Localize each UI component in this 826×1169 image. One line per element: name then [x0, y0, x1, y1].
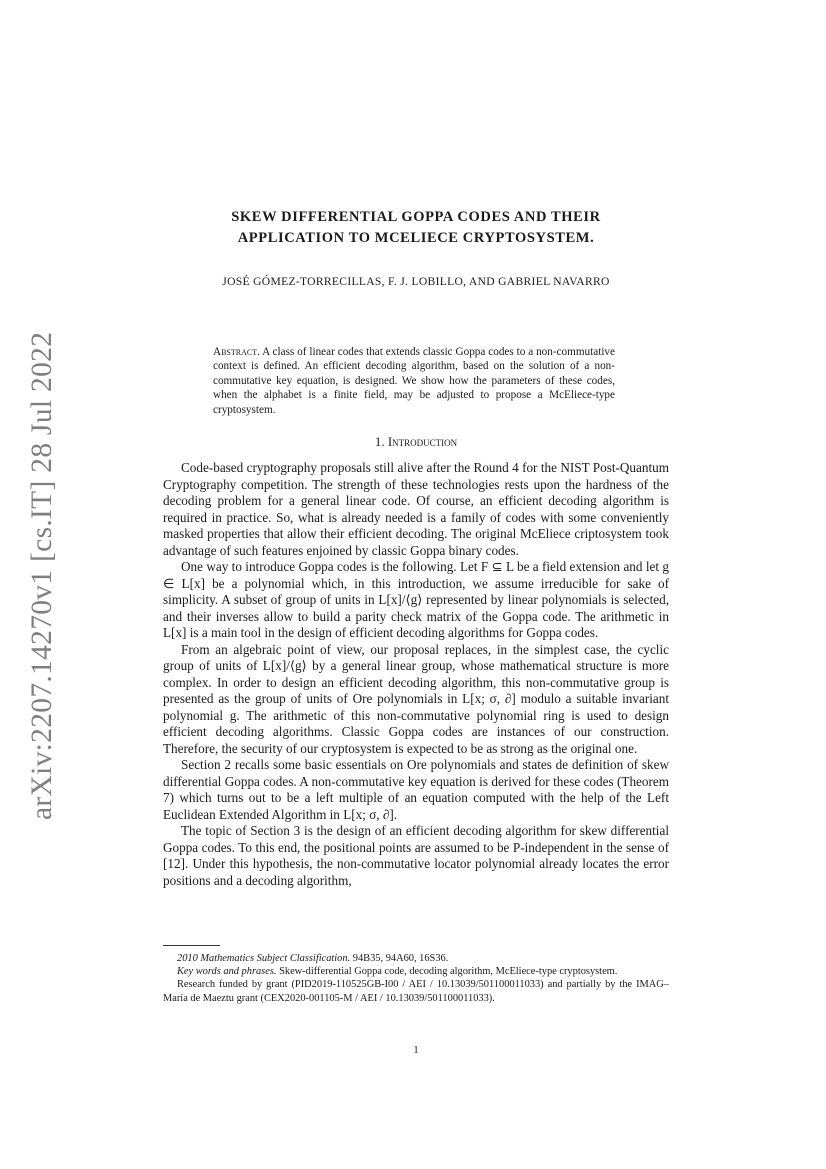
- paragraph: Code-based cryptography proposals still alive after the Round 4 for the NIST Post-Quantum Cryptography competition. The strength of these technologies rests upon the hardness of the decoding problem for a general linear code. Of course, an efficient decoding algorithm is required in practice. So, what is already needed is a family of codes with some conveniently masked properties that allow their efficient decoding. The original McEliece criptosystem took advantage of such features enjoined by classic Goppa binary codes.: [163, 460, 669, 558]
- paper-title: [163, 207, 669, 249]
- footnotes: [163, 952, 669, 1005]
- paragraph: The topic of Section 3 is the design of an efficient decoding algorithm for skew differential Goppa codes. To this end, the positional points are assumed to be P-independent in the sense of [12]. Under this hypothesis, the non-commutative locator polynomial already locates the error positions and a decoding algorithm,: [163, 823, 669, 888]
- paragraph: From an algebraic point of view, our proposal replaces, in the simplest case, the cyclic group of units of L[x]/⟨g⟩ by a general linear group, whose mathematical structure is more complex. In order to design an efficient decoding algorithm, this non-commutative group is presented as the group of units of Ore polynomials in L[x; σ, ∂] modulo a suitable invariant polynomial g. The arithmetic of this non-commutative polynomial ring is used to design efficient decoding algorithms. Classic Goppa codes are instances of our construction. Therefore, the security of our cryptosystem is expected to be as strong as the original one.: [163, 641, 669, 756]
- author-list: JOSÉ GÓMEZ-TORRECILLAS, F. J. LOBILLO, AND GABRIEL NAVARRO: [222, 275, 610, 288]
- arxiv-identifier-stamp: arXiv:2207.14270v1 [cs.IT] 28 Jul 2022: [26, 331, 58, 820]
- abstract-label: Abstract.: [213, 346, 260, 358]
- keywords-text: Skew-differential Goppa code, decoding algorithm, McEliece-type cryptosystem.: [279, 966, 618, 978]
- title-line-2: APPLICATION TO MCELIECE CRYPTOSYSTEM.: [237, 230, 595, 246]
- title-line-1: SKEW DIFFERENTIAL GOPPA CODES AND THEIR: [231, 209, 601, 225]
- paragraph: One way to introduce Goppa codes is the following. Let F ⊆ L be a field extension and let g ∈ L[x] be a polynomial which, in this introduction, we assume irreducible for sake of simplicity. A subset of group of units in L[x]/⟨g⟩ represented by linear polynomials is selected, and their inverses allow to build a parity check matrix of the Goppa code. The arithmetic in L[x] is a main tool in the design of efficient decoding algorithms for Goppa codes.: [163, 559, 669, 640]
- abstract: [213, 345, 615, 417]
- footnote-rule: [163, 945, 220, 946]
- keywords-label: Key words and phrases.: [177, 966, 277, 978]
- abstract-text: A class of linear codes that extends classic Goppa codes to a non-commutative context is defined. An efficient decoding algorithm, based on the solution of a non-commutative key equation, is designed. We show how the parameters of these codes, when the alphabet is a finite field, may be adjusted to propose a McEliece-type cryptosystem.: [213, 346, 615, 416]
- page-number: 1: [413, 1045, 419, 1056]
- footnote-keywords: [163, 965, 669, 978]
- msc-label: 2010 Mathematics Subject Classification.: [177, 953, 351, 964]
- section-heading: 1. Introduction: [374, 434, 458, 449]
- msc-codes: 94B35, 94A60, 16S36.: [352, 953, 449, 964]
- footnote-msc: [163, 952, 669, 965]
- body-text: [163, 460, 669, 889]
- footnote-funding: Research funded by grant (PID2019-110525GB-I00 / AEI / 10.13039/501100011033) and partially by the IMAG–María de Maeztu grant (CEX2020-001105-M / AEI / 10.13039/501100011033).: [163, 979, 669, 1004]
- paragraph: Section 2 recalls some basic essentials on Ore polynomials and states de definition of skew differential Goppa codes. A non-commutative key equation is derived for these codes (Theorem 7) which turns out to be a left multiple of an equation computed with the help of the Left Euclidean Extended Algorithm in L[x; σ, ∂].: [163, 757, 669, 822]
